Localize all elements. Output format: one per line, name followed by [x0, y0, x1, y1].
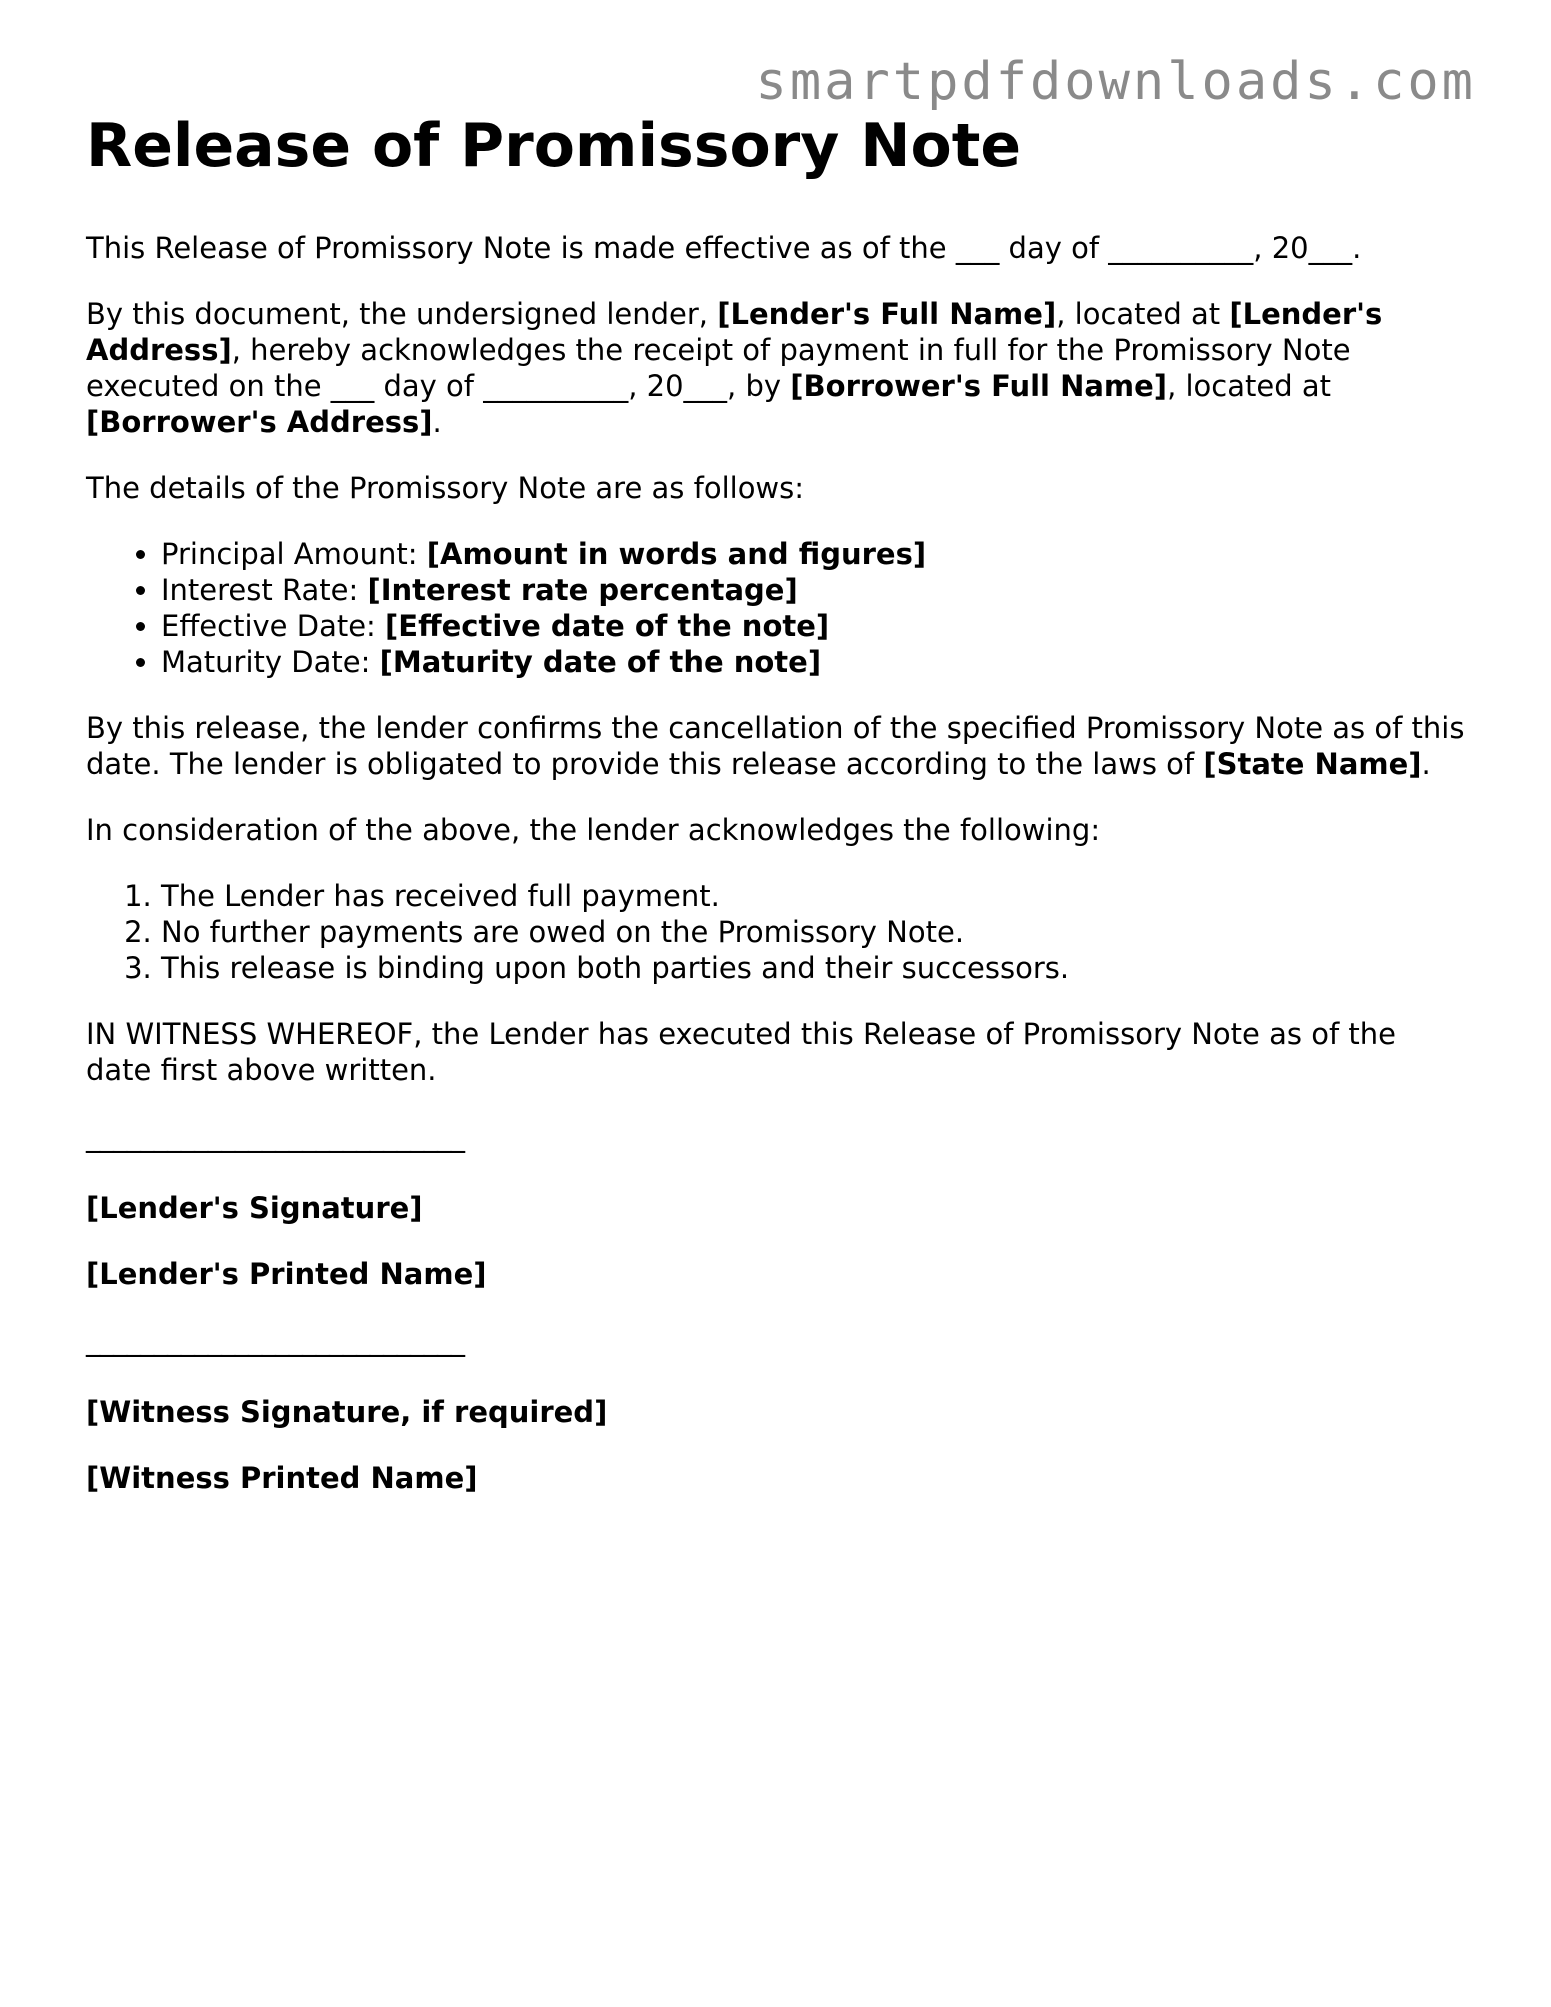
borrower-name-placeholder: [Borrower's Full Name] — [790, 369, 1168, 403]
lender-address-placeholder: [Lender's Address] — [86, 297, 1383, 367]
ack-text-3: , hereby acknowledges the receipt of payment in full for the Promissory Note executed on the ___ day of __________, 20___, by — [86, 333, 1351, 403]
detail-value: [Effective date of the note] — [385, 609, 830, 643]
document-page — [86, 108, 1466, 1526]
detail-label: Principal Amount: — [161, 537, 427, 571]
lender-signature-label: [Lender's Signature] — [86, 1191, 423, 1225]
detail-label: Effective Date: — [161, 609, 386, 643]
borrower-address-placeholder: [Borrower's Address] — [86, 405, 433, 439]
watermark: smartpdfdownloads.com — [755, 52, 1476, 112]
lender-printed-name-label: [Lender's Printed Name] — [86, 1257, 487, 1291]
release-paragraph — [86, 710, 1466, 782]
witness-clause: IN WITNESS WHEREOF, the Lender has executed this Release of Promissory Note as of the date first above written. — [86, 1017, 1396, 1087]
ack-text-2: , located at — [1056, 297, 1230, 331]
witness-signature-line: ____________________________ — [86, 1323, 464, 1357]
ack-text-1: By this document, the undersigned lender, — [86, 297, 718, 331]
detail-value: [Maturity date of the note] — [379, 645, 822, 679]
list-item: 1. The Lender has received full payment. — [161, 878, 1466, 914]
page-title: Release of Promissory Note — [86, 111, 1022, 181]
list-item — [161, 608, 1466, 644]
list-item: 3. This release is binding upon both parties and their successors. — [161, 950, 1466, 986]
list-item — [161, 572, 1466, 608]
list-item — [161, 536, 1466, 572]
detail-label: Interest Rate: — [161, 573, 368, 607]
release-text-1: By this release, the lender confirms the cancellation of the specified Promissory Note as of this date. The lender is obligated to provide this release according to the laws of — [86, 711, 1465, 781]
release-text-2: . — [1421, 747, 1431, 781]
detail-value: [Interest rate percentage] — [367, 573, 798, 607]
details-intro: The details of the Promissory Note are as follows: — [86, 471, 805, 505]
witness-printed-name-label: [Witness Printed Name] — [86, 1461, 478, 1495]
ack-text-4: , located at — [1167, 369, 1331, 403]
detail-value: [Amount in words and figures] — [426, 537, 927, 571]
detail-label: Maturity Date: — [161, 645, 380, 679]
acknowledgement-paragraph — [86, 296, 1466, 440]
ack-text-5: . — [432, 405, 442, 439]
details-list — [86, 536, 1466, 680]
list-item — [161, 644, 1466, 680]
intro-paragraph: This Release of Promissory Note is made effective as of the ___ day of __________, 20___. — [86, 231, 1362, 265]
list-item: 2. No further payments are owed on the Promissory Note. — [161, 914, 1466, 950]
witness-signature-label: [Witness Signature, if required] — [86, 1395, 608, 1429]
consideration-intro: In consideration of the above, the lender acknowledges the following: — [86, 813, 1101, 847]
lender-signature-line: ____________________________ — [86, 1119, 464, 1153]
lender-name-placeholder: [Lender's Full Name] — [717, 297, 1057, 331]
acknowledgement-list — [86, 878, 1466, 986]
state-name-placeholder: [State Name] — [1203, 747, 1422, 781]
